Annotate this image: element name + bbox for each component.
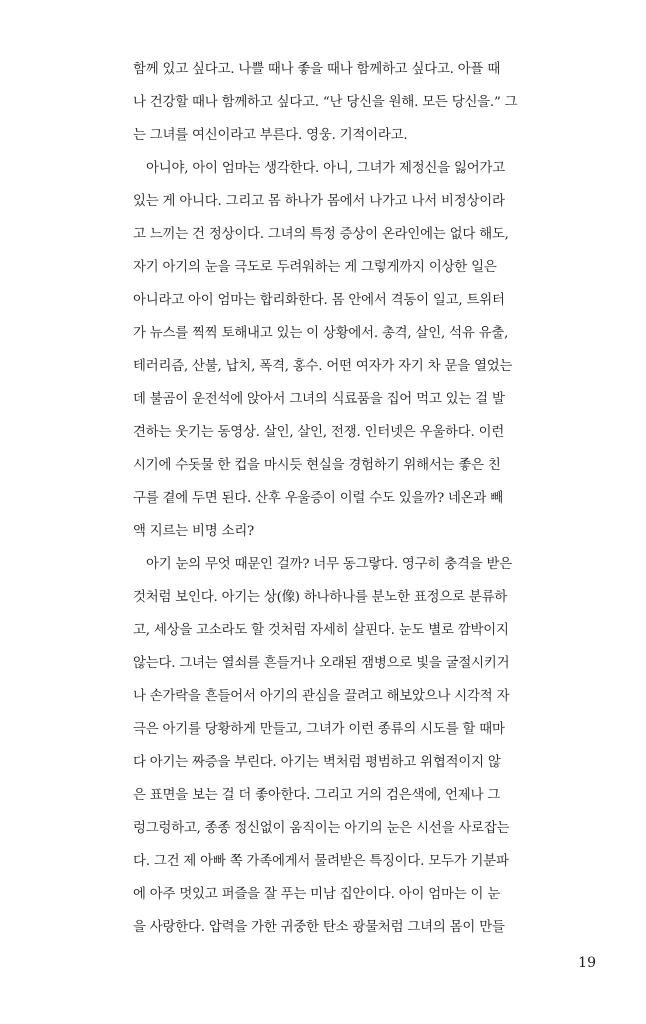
text-line: 나 손가락을 흔들어서 아기의 관심을 끌려고 해보았으나 시각적 자	[133, 689, 510, 704]
text-line: 액 지르는 비명 소리?	[133, 524, 255, 539]
text-line: 견하는 웃기는 동영상. 살인, 살인, 전쟁. 인터넷은 우울하다. 이런	[133, 425, 505, 440]
text-line: 아니라고 아이 엄마는 합리화한다. 몸 안에서 격동이 일고, 트위터	[133, 293, 505, 308]
text-line: 구를 곁에 두면 된다. 산후 우울증이 이럴 수도 있을까? 네온과 빼	[133, 491, 503, 506]
text-line: 다. 그건 제 아빠 쪽 가족에게서 물려받은 특징이다. 모두가 기분파	[133, 854, 509, 869]
text-line: 을 사랑한다. 압력을 가한 귀중한 탄소 광물처럼 그녀의 몸이 만들	[133, 920, 505, 935]
text-line: 않는다. 그녀는 열쇠를 흔들거나 오래된 잼병으로 빛을 굴절시키거	[133, 656, 510, 671]
body-text	[133, 53, 599, 944]
text-line: 아니야, 아이 엄마는 생각한다. 아니, 그녀가 제정신을 잃어가고	[146, 161, 505, 176]
text-line: 있는 게 아니다. 그리고 몸 하나가 몸에서 나가고 나서 비정상이라	[133, 194, 505, 209]
text-line: 아기 눈의 무엇 때문인 걸까? 너무 동그랗다. 영구히 충격을 받은	[146, 557, 512, 572]
text-line: 테러리즘, 산불, 납치, 폭격, 홍수. 어떤 여자가 자기 차 문을 열었는	[133, 359, 513, 374]
text-line: 함께 있고 싶다고. 나쁠 때나 좋을 때나 함께하고 싶다고. 아플 때	[133, 62, 501, 77]
text-line: 에 아주 멋있고 퍼즐을 잘 푸는 미남 집안이다. 아이 엄마는 이 눈	[133, 887, 501, 902]
text-line: 자기 아기의 눈을 극도로 두려워하는 게 그렇게까지 이상한 일은	[133, 260, 497, 275]
text-line: 데 불곰이 운전석에 앉아서 그녀의 식료품을 집어 먹고 있는 걸 발	[133, 392, 505, 407]
text-line: 시기에 수돗물 한 컵을 마시듯 현실을 경험하기 위해서는 좋은 친	[133, 458, 501, 473]
text-line: 다 아기는 짜증을 부린다. 아기는 벽처럼 평범하고 위협적이지 않	[133, 755, 501, 770]
text-line: 극은 아기를 당황하게 만들고, 그녀가 이런 종류의 시도를 할 때마	[133, 722, 505, 737]
text-line: 은 표면을 보는 걸 더 좋아한다. 그리고 거의 검은색에, 언제나 그	[133, 788, 501, 803]
text-line: 는 그녀를 여신이라고 부른다. 영웅. 기적이라고.	[133, 128, 408, 143]
text-line: 고 느끼는 건 정상이다. 그녀의 특정 증상이 온라인에는 없다 해도,	[133, 227, 509, 242]
text-line: 것처럼 보인다. 아기는 상(像) 하나하나를 분노한 표정으로 분류하	[133, 590, 508, 605]
page-number: 19	[578, 955, 596, 971]
text-line: 가 뉴스를 찍찍 토해내고 있는 이 상황에서. 총격, 살인, 석유 유출,	[133, 326, 509, 341]
text-line: 렁그렁하고, 종종 정신없이 움직이는 아기의 눈은 시선을 사로잡는	[133, 821, 510, 836]
text-line: 고, 세상을 고소라도 할 것처럼 자세히 살핀다. 눈도 별로 깜박이지	[133, 623, 509, 638]
text-line: 나 건강할 때나 함께하고 싶다고. “난 당신을 원해. 모든 당신을.” 그	[133, 95, 518, 110]
